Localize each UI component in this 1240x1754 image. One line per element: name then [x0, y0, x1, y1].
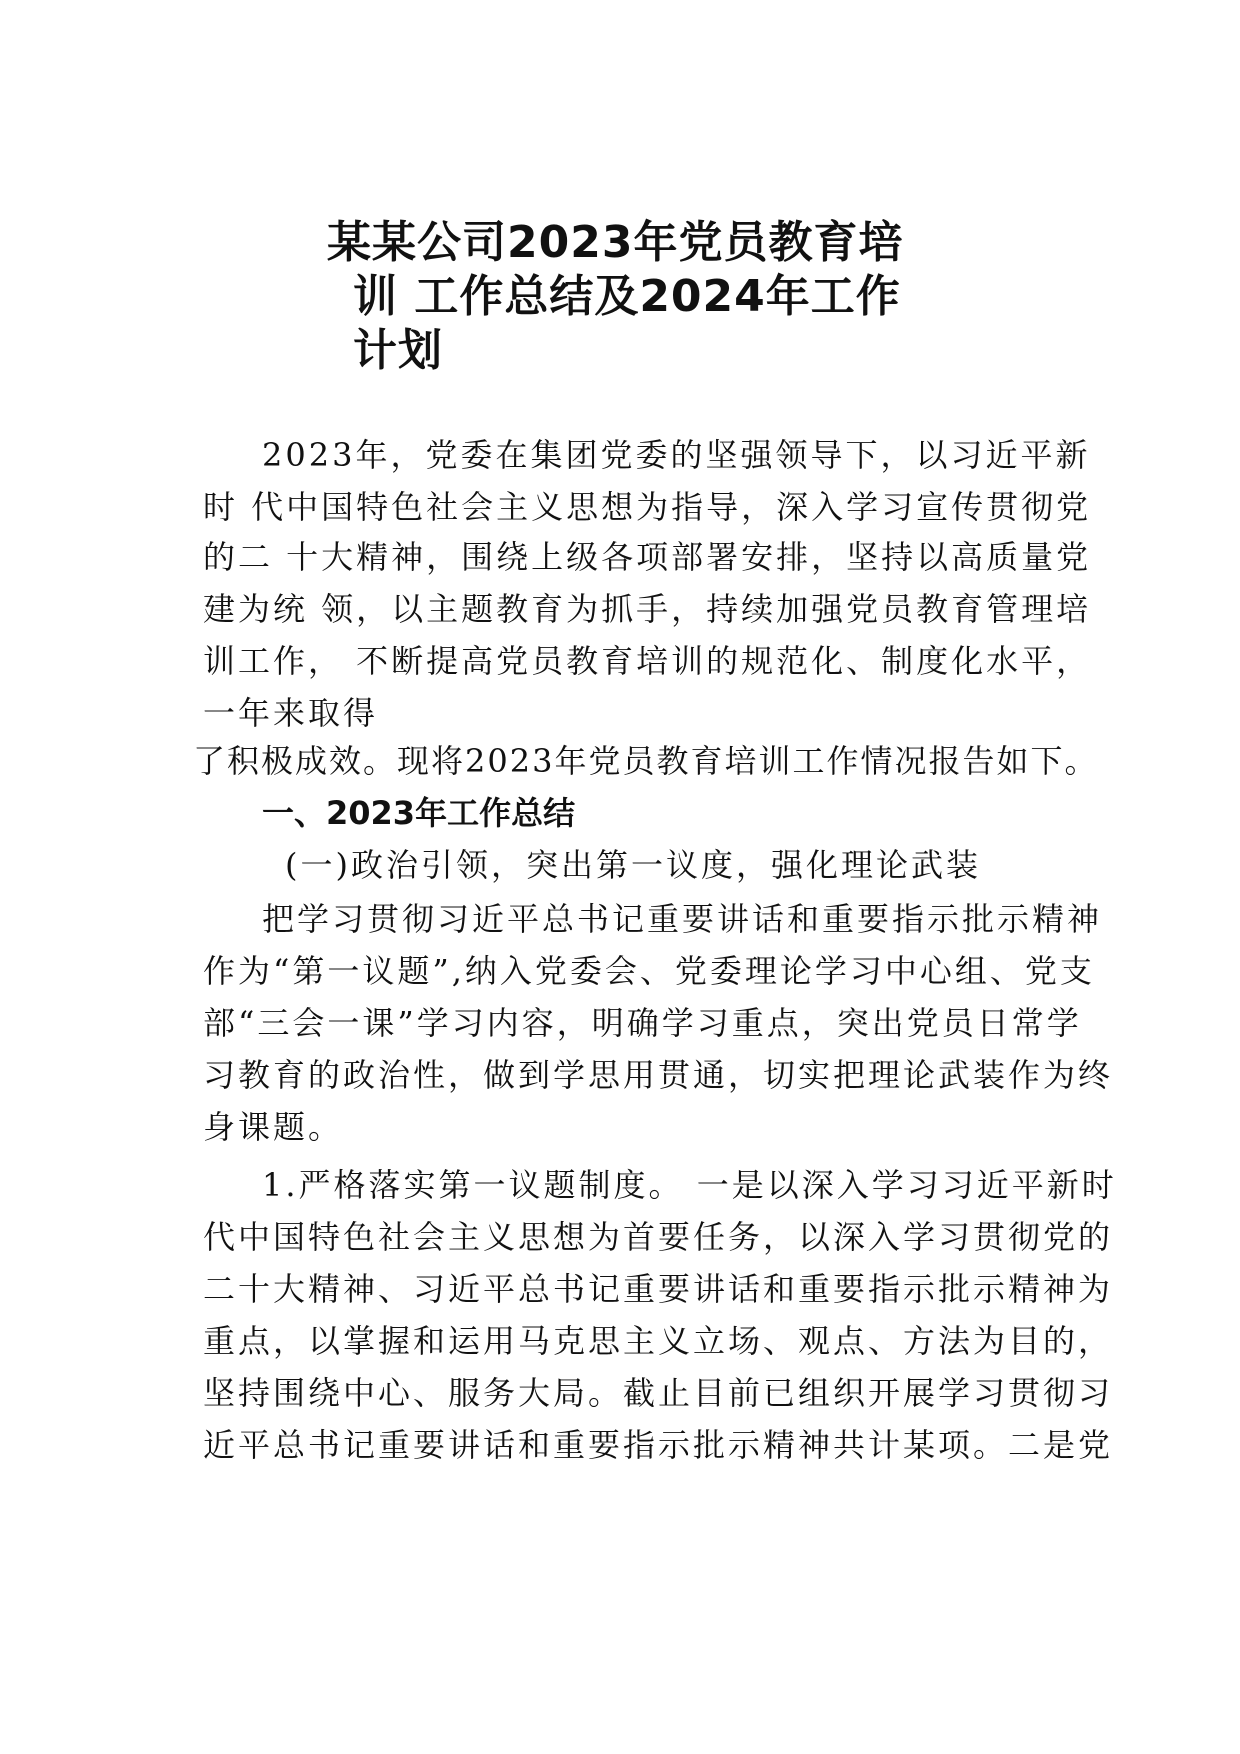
paragraph-line: 1.严格落实第一议题制度。 一是以深入学习习近平新时	[262, 1166, 1117, 1204]
paragraph-line: 建为统 领，以主题教育为抓手，持续加强党员教育管理培	[203, 590, 1092, 628]
paragraph-line: 身课题。	[203, 1108, 344, 1146]
paragraph-line: 部“三会一课”学习内容，明确学习重点，突出党员日常学	[203, 1004, 1082, 1042]
paragraph-line: 一年来取得	[203, 694, 379, 732]
paragraph-line: 了积极成效。现将2023年党员教育培训工作情况报告如下。	[193, 742, 1099, 780]
paragraph-line: 训工作， 不断提高党员教育培训的规范化、制度化水平，	[203, 642, 1092, 680]
document-title-line: 训 工作总结及2024年工作	[353, 271, 901, 322]
section-heading: 一、2023年工作总结	[262, 794, 576, 832]
paragraph-line: 重点，以掌握和运用马克思主义立场、观点、方法为目的，	[203, 1322, 1114, 1360]
subsection-heading: (一)政治引领，突出第一议度，强化理论武装	[285, 846, 981, 884]
paragraph-line: 习教育的政治性，做到学思用贯通，切实把理论武装作为终	[203, 1056, 1114, 1094]
paragraph-line: 近平总书记重要讲话和重要指示批示精神共计某项。二是党	[203, 1426, 1114, 1464]
document-title-line: 计划	[353, 325, 443, 376]
paragraph-line: 把学习贯彻习近平总书记重要讲话和重要指示批示精神	[262, 900, 1103, 938]
paragraph-line: 时 代中国特色社会主义思想为指导，深入学习宣传贯彻党	[203, 488, 1092, 526]
paragraph-line: 的二 十大精神，围绕上级各项部署安排，坚持以高质量党	[203, 538, 1092, 576]
paragraph-line: 二十大精神、习近平总书记重要讲话和重要指示批示精神为	[203, 1270, 1114, 1308]
document-title-line: 某某公司2023年党员教育培	[327, 217, 904, 268]
paragraph-line: 代中国特色社会主义思想为首要任务，以深入学习贯彻党的	[203, 1218, 1114, 1256]
paragraph-line: 坚持围绕中心、服务大局。截止目前已组织开展学习贯彻习	[203, 1374, 1114, 1412]
paragraph-line: 作为“第一议题”,纳入党委会、党委理论学习中心组、党支	[203, 952, 1095, 990]
paragraph-line: 2023年，党委在集团党委的坚强领导下，以习近平新	[262, 436, 1091, 474]
